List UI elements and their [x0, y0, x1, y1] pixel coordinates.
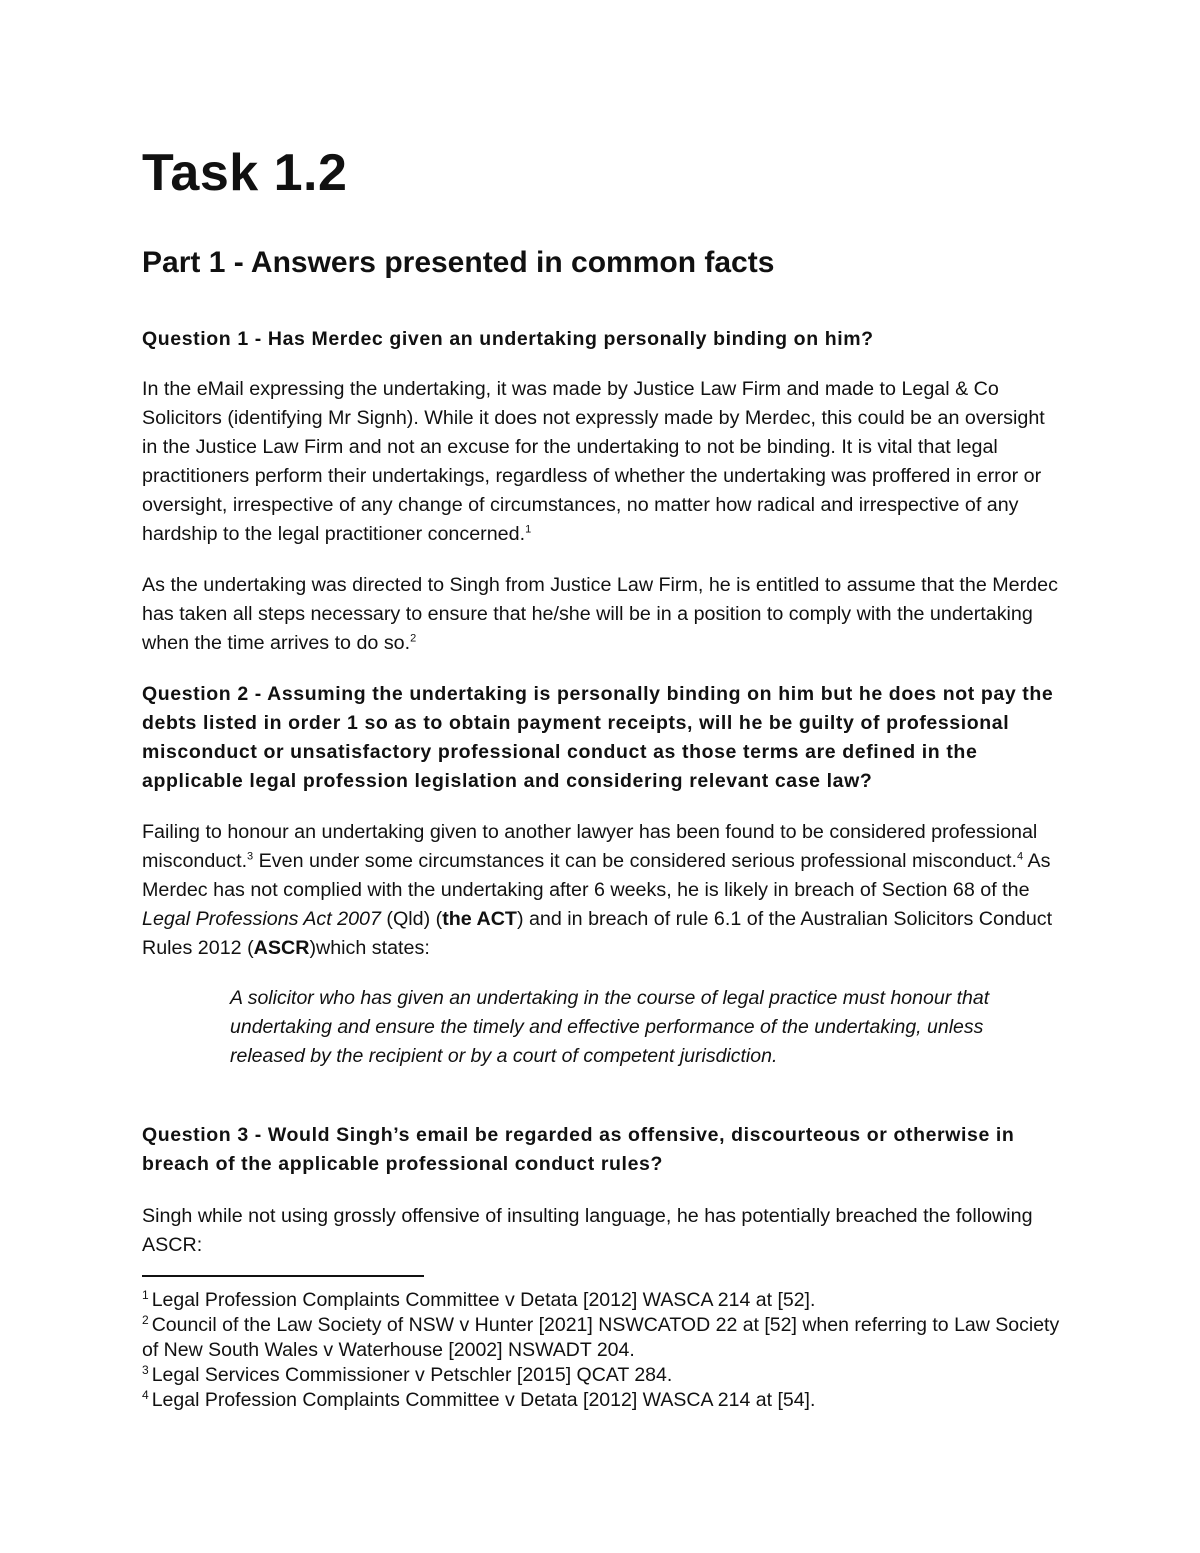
- answer-2-sentence-5: ) and in breach of rule 6.1 of the Australian Solicitors Conduct Rules 2012 (: [142, 908, 1053, 959]
- question-2-heading: Question 2 - Assuming the undertaking is personally binding on him but he does not pay the debts listed in order 1 so as to obtain payment receipts, will he be guilty of professional misconduct or unsatisfactory professional conduct as those terms are defined in the applicable legal profession legislation and considering relevant case law?: [142, 683, 1054, 792]
- ascr-abbreviation: ASCR: [253, 937, 310, 959]
- answer-3-paragraph-1: Singh while not using grossly offensive of insulting language, he has potentially breached the following ASCR:: [142, 1205, 1033, 1256]
- footnote-1-mark: 1: [142, 1287, 149, 1302]
- footnote-1-text: Legal Profession Complaints Committee v Detata [2012] WASCA 214 at [52].: [151, 1289, 816, 1311]
- footnote-2: [142, 1313, 1062, 1363]
- answer-2-sentence-2: Even under some circumstances it can be considered serious professional misconduct.: [253, 850, 1017, 872]
- question-3-heading: Question 3 - Would Singh’s email be regarded as offensive, discourteous or otherwise in breach of the applicable professional conduct rules?: [142, 1124, 1015, 1175]
- part-heading: Part 1 - Answers presented in common facts: [142, 246, 775, 279]
- footnote-ref-1: 1: [525, 523, 532, 536]
- rule-quote: A solicitor who has given an undertaking in the course of legal practice must honour that undertaking and ensure the timely and effective performance of the undertaking, unless released by the recipient or by a court of competent jurisdiction.: [230, 987, 990, 1067]
- answer-2-sentence-6: )which states:: [309, 937, 430, 959]
- answer-2-sentence-3: As Merdec has not complied with the undertaking after 6 weeks, he is likely in breach of Section 68 of the: [142, 850, 1051, 901]
- answer-2-paragraph-1: [142, 818, 1062, 963]
- footnote-4-text: Legal Profession Complaints Committee v Detata [2012] WASCA 214 at [54].: [151, 1389, 816, 1411]
- footnote-ref-4: 4: [1017, 850, 1024, 863]
- answer-1-paragraph-2-text: As the undertaking was directed to Singh from Justice Law Firm, he is entitled to assume that the Merdec has taken all steps necessary to ensure that he/she will be in a position to comply with the undertaking when the time arrives to do so.: [142, 574, 1058, 654]
- footnote-ref-2: 2: [410, 632, 417, 645]
- answer-1-paragraph-1: [142, 375, 1062, 549]
- answer-1-paragraph-2: [142, 571, 1062, 658]
- footnote-3-mark: 3: [142, 1362, 149, 1377]
- footnote-1: [142, 1288, 1062, 1313]
- footnote-4: [142, 1388, 1062, 1413]
- footnote-separator: [142, 1275, 424, 1277]
- footnote-ref-3: 3: [247, 850, 254, 863]
- act-abbreviation: the ACT: [442, 908, 517, 930]
- footnotes: [142, 1288, 1062, 1413]
- footnote-4-mark: 4: [142, 1387, 149, 1402]
- footnote-3: [142, 1363, 1062, 1388]
- act-name: Legal Professions Act 2007: [142, 908, 381, 930]
- document-title: Task 1.2: [142, 144, 348, 202]
- footnote-2-text: Council of the Law Society of NSW v Hunter [2021] NSWCATOD 22 at [52] when referring to Law Society of New South Wales v Waterhouse [2002] NSWADT 204.: [142, 1314, 1060, 1361]
- question-1-heading: Question 1 - Has Merdec given an undertaking personally binding on him?: [142, 328, 874, 350]
- answer-2-sentence-1: Failing to honour an undertaking given to another lawyer has been found to be considered professional misconduct.: [142, 821, 1038, 872]
- answer-1-paragraph-1-text: In the eMail expressing the undertaking, it was made by Justice Law Firm and made to Legal & Co Solicitors (identifying Mr Signh). While it does not expressly made by Merdec, this could be an oversight in the Justice Law Firm and not an excuse for the undertaking to not be binding. It is vital that legal practitioners perform their undertakings, regardless of whether the undertaking was proffered in error or oversight, irrespective of any change of circumstances, no matter how radical and irrespective of any hardship to the legal practitioner concerned.: [142, 378, 1045, 545]
- answer-2-sentence-4: (Qld) (: [380, 908, 443, 930]
- footnote-2-mark: 2: [142, 1312, 149, 1327]
- footnote-3-text: Legal Services Commissioner v Petschler [2015] QCAT 284.: [151, 1364, 673, 1386]
